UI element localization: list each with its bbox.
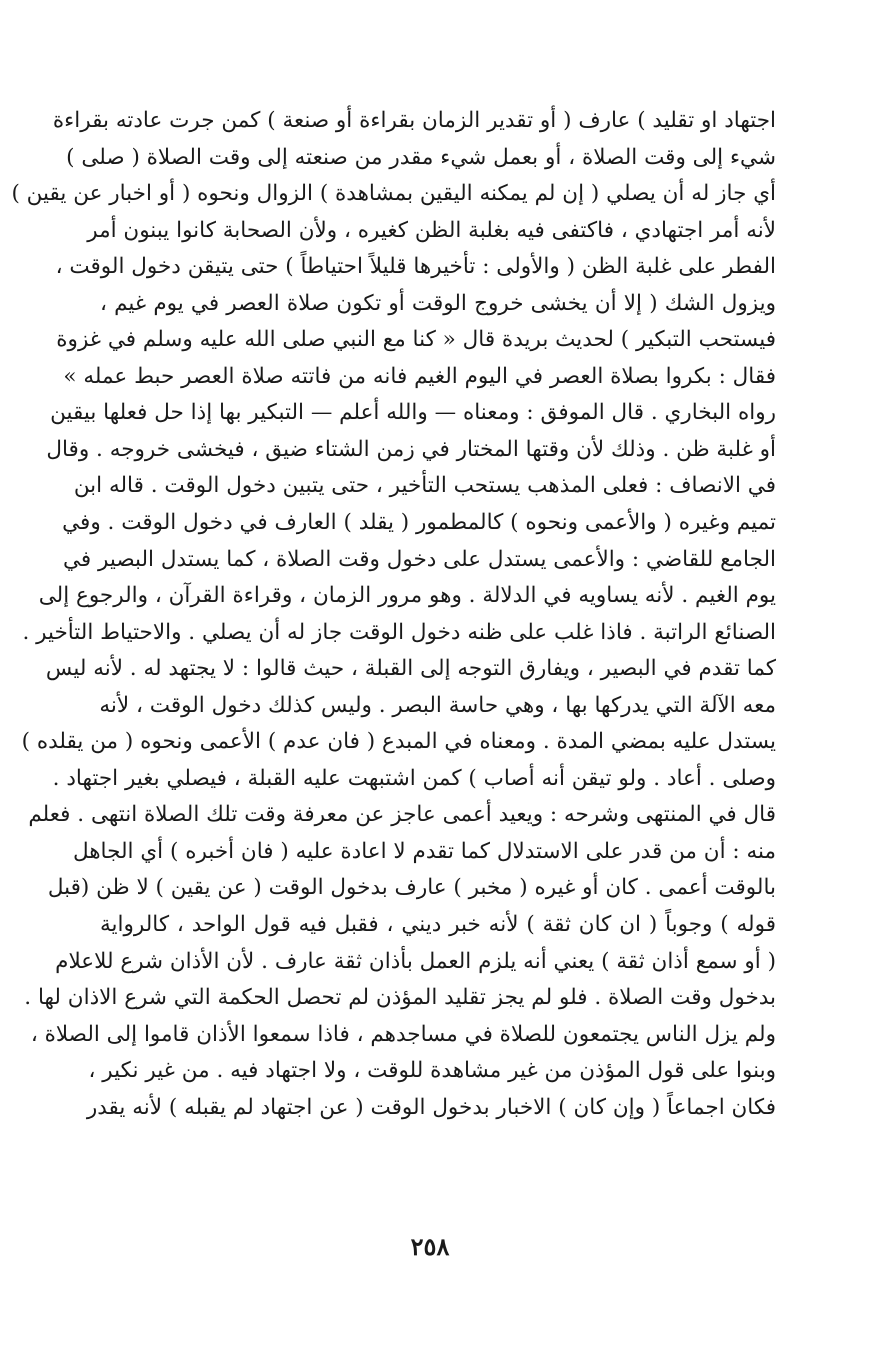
text-line: يستدل عليه بمضي المدة . ومعناه في المبدع ( فان عدم ) الأعمى ونحوه ( من يقلده ) <box>21 729 776 755</box>
text-line: بالوقت أعمى . كان أو غيره ( مخبر ) عارف بدخول الوقت ( عن يقين ) لا ظن (قبل <box>47 875 776 901</box>
text-line: الفطر على غلبة الظن ( والأولى : تأخيرها قليلاً احتياطاً ) حتى يتيقن دخول الوقت ، <box>55 254 776 280</box>
text-line: تميم وغيره ( والأعمى ونحوه ) كالمطمور ( يقلد ) العارف في دخول الوقت . وفي <box>62 510 776 536</box>
text-line: في الانصاف : فعلى المذهب يستحب التأخير ، حتى يتبين دخول الوقت . قاله ابن <box>73 473 776 499</box>
text-line: فيستحب التبكير ) لحديث بريدة قال « كنا مع النبي صلى الله عليه وسلم في غزوة <box>56 327 776 353</box>
text-line: بدخول وقت الصلاة . فلو لم يجز تقليد المؤذن لم تحصل الحكمة التي شرع الاذان لها . <box>24 985 776 1011</box>
text-line: معه الآلة التي يدركها بها ، وهي حاسة البصر . وليس كذلك دخول الوقت ، لأنه <box>99 692 776 718</box>
text-line: وبنوا على قول المؤذن من غير مشاهدة للوقت ، ولا اجتهاد فيه . من غير نكير ، <box>88 1058 776 1084</box>
page-number: ٢٥٨ <box>410 1232 450 1261</box>
text-line: ولم يزل الناس يجتمعون للصلاة في مساجدهم ، فاذا سمعوا الأذان قاموا إلى الصلاة ، <box>30 1021 776 1047</box>
body-text <box>11 103 776 1126</box>
text-line: فكان اجماعاً ( وإن كان ) الاخبار بدخول الوقت ( عن اجتهاد لم يقبله ) لأنه يقدر <box>86 1094 776 1120</box>
text-line: وصلى . أعاد . ولو تيقن أنه أصاب ) كمن اشتبهت عليه القبلة ، فيصلي بغير اجتهاد . <box>52 765 776 791</box>
text-line: لأنه أمر اجتهادي ، فاكتفى فيه بغلبة الظن كغيره ، ولأن الصحابة كانوا يبنون أمر <box>87 217 776 243</box>
text-line: أي جاز له أن يصلي ( إن لم يمكنه اليقين بمشاهدة ) الزوال ونحوه ( أو اخبار عن يقين ) <box>11 181 776 207</box>
text-line: قوله ) وجوباً ( ان كان ثقة ) لأنه خبر ديني ، فقبل فيه قول الواحد ، كالرواية <box>100 912 776 938</box>
text-line: ( أو سمع أذان ثقة ) يعني أنه يلزم العمل بأذان ثقة عارف . لأن الأذان شرع للاعلام <box>55 948 776 974</box>
text-line: رواه البخاري . قال الموفق : ومعناه — والله أعلم — التبكير بها إذا حل فعلها بيقين <box>50 400 776 426</box>
text-line: يوم الغيم . لأنه يساويه في الدلالة . وهو مرور الزمان ، وقراءة القرآن ، والرجوع إلى <box>38 583 776 609</box>
text-line: الجامع للقاضي : والأعمى يستدل على دخول وقت الصلاة ، كما يستدل البصير في <box>62 546 776 572</box>
text-line: الصنائع الراتبة . فاذا غلب على ظنه دخول الوقت جاز له أن يصلي . والاحتياط التأخير . <box>22 619 776 645</box>
text-line: ويزول الشك ( إلا أن يخشى خروج الوقت أو تكون صلاة العصر في يوم غيم ، <box>100 290 776 316</box>
text-line: أو غلبة ظن . وذلك لأن وقتها المختار في زمن الشتاء ضيق ، فيخشى خروجه . وقال <box>46 436 776 462</box>
text-line: كما تقدم في البصير ، ويفارق التوجه إلى القبلة ، حيث قالوا : لا يجتهد له . لأنه ليس <box>45 656 776 682</box>
text-line: قال في المنتهى وشرحه : ويعيد أعمى عاجز عن معرفة وقت تلك الصلاة انتهى . فعلم <box>28 802 776 828</box>
text-line: فقال : بكروا بصلاة العصر في اليوم الغيم فانه من فاتته صلاة العصر حبط عمله » <box>63 363 776 389</box>
text-line: شيء إلى وقت الصلاة ، أو بعمل شيء مقدر من صنعته إلى وقت الصلاة ( صلى ) <box>66 144 776 170</box>
text-line: منه : أن من قدر على الاستدلال كما تقدم لا اعادة عليه ( فان أخبره ) أي الجاهل <box>72 838 776 864</box>
text-line: اجتهاد او تقليد ) عارف ( أو تقدير الزمان بقراءة أو صنعة ) كمن جرت عادته بقراءة <box>52 108 776 133</box>
